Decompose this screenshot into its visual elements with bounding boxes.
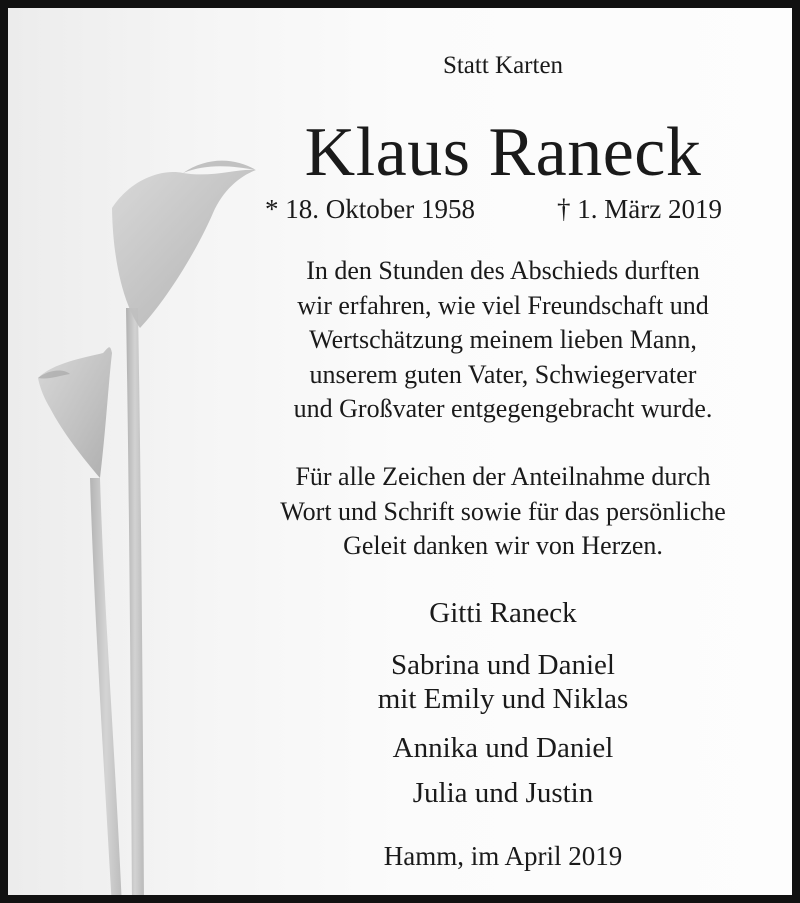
birth-date: * 18. Oktober 1958	[265, 194, 475, 224]
mourner-name: Annika und Daniel	[392, 732, 614, 764]
death-date: † 1. März 2019	[557, 194, 722, 224]
paragraph-thanks	[253, 460, 753, 564]
statt-karten-label: Statt Karten	[442, 52, 564, 79]
paragraph-line: Für alle Zeichen der Anteilnahme durch	[295, 462, 711, 491]
deceased-name: Klaus Raneck	[304, 114, 702, 191]
mourner-name: mit Emily und Niklas	[377, 683, 629, 715]
paragraph-line: unserem guten Vater, Schwiegervater	[309, 359, 697, 389]
paragraph-line: wir erfahren, wie viel Freundschaft und	[297, 290, 709, 320]
paragraph-line: Wertschätzung meinem lieben Mann,	[309, 325, 697, 354]
place-date-footer: Hamm, im April 2019	[383, 841, 623, 871]
mourner-name: Julia und Justin	[412, 777, 594, 809]
mourner-name: Gitti Raneck	[429, 597, 577, 629]
paragraph-line: und Großvater entgegengebracht wurde.	[293, 394, 713, 423]
mourner-name: Sabrina und Daniel	[391, 649, 615, 681]
paragraph-gratitude	[253, 254, 753, 427]
paragraph-line: Geleit danken wir von Herzen.	[343, 531, 663, 560]
paragraph-line: Wort und Schrift sowie für das persönliche	[280, 496, 726, 526]
paragraph-line: In den Stunden des Abschieds durften	[306, 256, 700, 285]
